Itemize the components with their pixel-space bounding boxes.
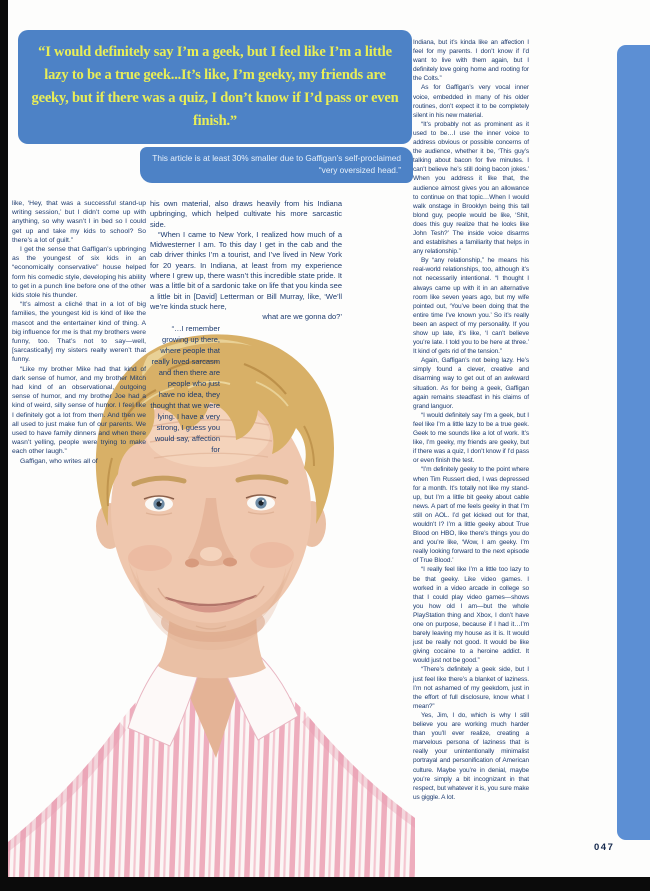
- pull-quote-box: [18, 30, 412, 144]
- page-number: 047: [594, 842, 615, 853]
- paragraph: “There’s definitely a geek side, but I just feel like there’s a blanket of laziness. I’m not ashamed of my geekdom, just in the effort of full disclosure, know what I mean?”: [413, 666, 529, 710]
- paragraph: like, ‘Hey, that was a successful stand-up writing session,’ but I didn’t come up with anything, so why wasn’t I in bed so I could get up and take my kids to school? So there’s a lot of guilt.”: [12, 200, 146, 244]
- pull-quote-text: “I would definitely say I’m a geek, but I feel like I’m a little lazy to be a true geek...It’s like, I’m geeky, my friends are geeky, but if there was a quiz, I don’t know if I’d pass or even finish.”: [31, 44, 399, 129]
- scan-edge-left: [0, 0, 8, 891]
- paragraph: “It’s almost a cliché that in a lot of big families, the youngest kid is kind of like the mascot and the entertainer kind of thing. A big influence for me is that my brothers were funny, too. That’s not to say—well, [sarcastically] my sisters really weren’t that funny.: [12, 301, 146, 364]
- paragraph: Indiana, but it’s kinda like an affection I feel for my parents. I don’t know if I’d want to live with them again, but I definitely love going home and rooting for the Colts.”: [413, 39, 529, 83]
- article-column-right: [413, 38, 529, 802]
- accent-bar: [617, 45, 650, 840]
- article-column-left: [12, 199, 146, 466]
- paragraph: “When I came to New York, I realized how much of a Midwesterner I am. To this day I get in the cab and the cab driver thinks I’m a tourist, and I’ve lived in New York for 20 years. In Indiana, at least from my experience where I grew up, there wasn’t this incredible state pride. It was a little bit of a sardonic take on life that you kinda see a little bit in [David] Letterman or Bill Murray, like, ‘We’ll we’re kinda stuck here,: [150, 229, 342, 311]
- paragraph: his own material, also draws heavily from his Indiana upbringing, which helped cultivate his more sarcastic side.: [150, 199, 342, 229]
- paragraph: “I would definitely say I’m a geek, but I feel like I’m a little lazy to be a true geek. Geek to me sounds like a lot of work. It’s like, I’m geeky, my friends are geeky, but if there was a quiz, I don’t know if I’d pass or even finish the test.: [413, 411, 529, 465]
- article-column-middle: [150, 199, 342, 455]
- paragraph-wrapped-around-photo: “…I remember growing up there, where people that really loved sarcasm and then there are people who just have no idea, they thought that we were lying. I have a very strong, I guess you would say, affection for: [150, 323, 220, 454]
- paragraph: I get the sense that Gaffigan’s upbringing as the youngest of six kids in an “economically conservative” house helped form his comedic style, developing his ability to get in a punch line before one of the other kids stole his thunder.: [12, 246, 146, 300]
- caption-text: This article is at least 30% smaller due to Gaffigan’s self-proclaimed “very oversized head.”: [152, 153, 401, 175]
- paragraph: “I’m definitely geeky to the point where when Tim Russert died, I was depressed for a month. It’s totally not like my stand-up, but I’m a little bit geeky about cable news. A part of me feels geeky in that I’m still on AOL. I’d get kicked out for that, wouldn’t I? I’m a little geeky about True Blood on HBO, like there’s things you do and you’re like, ‘Wow, I am geeky. I’m really looking forward to the next episode of True Blood.’: [413, 466, 529, 565]
- paragraph: Gaffigan, who writes all of: [20, 457, 98, 465]
- paragraph: Again, Gaffigan’s not being lazy. He’s simply found a clever, creative and disarming way to get out of an awkward situation. As for being a geek, Gaffigan again remains steadfast in his claims of grand languor.: [413, 357, 529, 410]
- caption-box: [140, 147, 413, 183]
- paragraph: By “any relationship,” he means his real-world relationships, too, although it’s not necessarily intentional. “I thought I always came up with it in an alternative room like seven years ago, but my wife pointed out, ‘You’ve been doing that the entire time I’ve known you.’ So it’s really been an aspect of my personality. If you show up late, it’s like, ‘I can’t believe you’re late. I told you to be here at three.’ It kind of gets rid of the tension.”: [413, 257, 529, 356]
- paragraph: Yes, Jim, I do, which is why I still believe you are working much harder than you’ll ever realize, creating a marvelous persona of laziness that is really your unintentionally minimalist portrayal and personification of American culture. Maybe you’re in denial, maybe you’re simply a bit incognizant in that respect, but whatever it is, you sure make us giggle. A lot.: [413, 711, 529, 801]
- paragraph: “Like my brother Mike had that kind of dark sense of humor, and my brother Mitch had kind of an observational, outgoing sense of humor, and my brother Joe had a kind of weird, silly sense of humor. I feel like I definitely got a lot from them. And then we all used to just make fun of our parents. We used to have family dinners and when there wasn’t yelling, people were trying to make each other laugh.”: [12, 365, 146, 456]
- paragraph: As for Gaffigan’s very vocal inner voice, embedded in many of his older routines, don’t expect it to be completely silent in his new material.: [413, 84, 529, 119]
- paragraph: “It’s probably not as prominent as it used to be…I use the inner voice to address obvious or possible concerns of the audience, whether it be, ‘This guy’s talking about bacon for five minutes. I can’t believe he’s still doing bacon jokes.’ When you address it like that, the audience almost gives you an allowance to continue on that topic…When I would walk onstage in Brooklyn being this tall blond guy, people would be like, ‘Shit, does this guy realize that he looks like John Tesh?’ The inside voice disarms and establishes a familiarity that helps in any relationship.”: [413, 120, 529, 256]
- scan-edge-bottom: [0, 877, 650, 891]
- paragraph-tail: what are we gonna do?’: [262, 312, 342, 322]
- paragraph: “I really feel like I’m a little too lazy to be that geeky. Like video games. I worked in a video arcade in college so that I could play video games—shows you how old I am—but the whole PlayStation thing and Xbox, I don’t have one on purpose, because if I had it…I’m barely leaving my house as it is. It would just be really not good. It would be like giving cocaine to a heroine addict. It would just not be good.”: [413, 566, 529, 665]
